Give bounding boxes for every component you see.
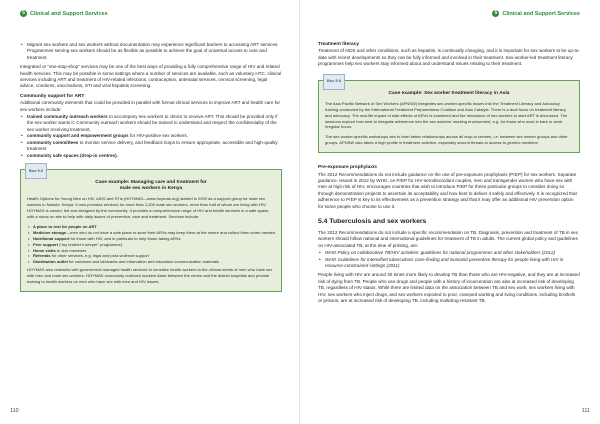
list-item: • community safe spaces (drop-in centres).: [20, 153, 282, 159]
box-services-list: [27, 224, 275, 265]
one-stop-shop-paragraph: Integrated or “one-stop-shop” services may be one of the best ways of providing a fully comprehensive range of HIV and related health services. This may be possible in some settings where a number of services are available, such as voluntary HTC, clinical services including ART and treatment of HIV-related infections, contraception, antenatal services, cervical screening, legal advice, condoms, vaccinations, STI and viral hepatitis screening.: [20, 64, 282, 89]
list-item: • trained community outreach workers to accompany sex workers to clinics to receive ART. This should be provided only if the sex worker wants it. Community outreach workers should be trained to understand and respect the confidentiality of the sex worker receiving treatment.: [20, 114, 282, 133]
list-item: • Nutritional support for those with HIV, and in particular to help those taking ARVs: [27, 236, 275, 242]
guidelines-list: [318, 250, 580, 269]
section-title: 5.4 Tuberculosis and sex workers: [318, 218, 427, 226]
left-page-content: [20, 42, 282, 298]
box-title: Case example: Managing care and treatment for male sex workers in Kenya: [95, 179, 207, 192]
list-item: • Home visits to sick members: [27, 248, 275, 254]
page-number: 110: [10, 408, 19, 414]
left-header-text: Clinical and Support Services: [30, 10, 108, 17]
box-paragraph: HOYMAS also networks with government-managed health services to sensitize health workers to the clinical needs of men who have sex with men and male sex workers. HOYMAS community outreach workers liaise between the centre and the district hospitals and provide training to health workers on men who have sex with men and HIV issues.: [27, 267, 273, 285]
box-5-8: [318, 80, 580, 154]
box-tab: Box 5.6: [25, 163, 47, 179]
right-page: [300, 0, 600, 424]
community-elements-paragraph: Additional community elements that could be provided in parallel with formal clinical services to improve ART and health care for sex workers include:: [20, 100, 281, 112]
prep-paragraph: The 2012 Recommendations do not include guidance on the use of pre-exposure prophylaxis (PrEP) for sex workers. Separate guidance, issued in 2012 by WHO, on PrEP for HIV-serodiscordant couples, men and transgender women who have sex with men at high risk of HIV, encourages countries that wish to introduce PrEP for these particular groups to consider doing so through demonstration projects to ascertain its acceptability and how best to deliver it safely and effectively. It is recognized that adherence to PrEP is key to its effectiveness as a prevention strategy and that it may offer an additional HIV prevention option for some people who choose to use it.: [318, 171, 577, 209]
box-tab: Box 5.8: [323, 74, 345, 90]
box-title: Case example: Sex worker treatment literacy in Asia: [388, 90, 510, 96]
box-paragraph: Health Options for Young Men on HIV, AIDS and STIs (HOYMAS—www.hoymas.org) started in 2009 as a support group for male sex workers in Nairobi, Kenya. It now provides services for more than 1,200 male sex workers, more than half of whom are living with HIV. HOYMAS is owned, led and designed by the community. It provides a comprehensive range of HIV and health services in a safe space, with a nurse on site to help with daily issues of prevention, care and treatment. Services include:: [27, 196, 270, 220]
right-page-header: [492, 10, 580, 17]
list-item: • community support and empowerment groups for HIV-positive sex workers.: [20, 133, 282, 139]
list-item: • Distribution outlet for condoms and lubricants and information and education communication materials: [27, 259, 275, 265]
right-header-text: Clinical and Support Services: [502, 10, 580, 17]
prep-heading: Pre-exposure prophylaxis: [318, 165, 377, 171]
community-elements-list: [20, 114, 282, 159]
community-support-heading: Community support for ART: [20, 93, 85, 99]
tb-risk-paragraph: People living with HIV are around 30 times more likely to develop TB than those who are HIV-negative, and they are at increased risk of dying from TB. People who use drugs and people with a history of incarceration are also at increased risk of developing TB, regardless of HIV status. While there are limited data on the association between TB and sex work, sex workers living with HIV, sex workers who inject drugs, and sex workers exposed to poor, cramped working and living conditions, including brothels or prisons, are at increased risk of developing TB, including multidrug-resistant TB.: [318, 272, 580, 304]
tb-paragraph: The 2012 Recommendations do not include a specific recommendation on TB. Diagnosis, prevention and treatment of TB in sex workers should follow national and international guidelines for treatment of TB in adults. The current global policy and guidelines on HIV-associated TB, at the time of printing, are:: [318, 230, 579, 248]
intro-list: [20, 42, 282, 61]
left-page-header: [20, 10, 108, 17]
list-item: • WHO Guidelines for intensified tuberculosis case-finding and isoniazid preventive therapy for people living with HIV in resource-constrained settings (2011): [318, 257, 580, 270]
page-number: 111: [581, 408, 590, 414]
section-marker-icon: 5: [20, 10, 27, 17]
section-marker-icon: 5: [492, 10, 499, 17]
box-paragraph: The Asia Pacific Network of Sex Workers (APNSW) integrates sex-worker-specific issues into the Treatment Literacy and Advocacy training conducted by the International Treatment Preparedness Coalition and Asia Catalyst. There is a dual focus on treatment literacy and advocacy. The real-life impact of side-effects of ARVs is examined and the reluctance of sex workers to start ART is discussed. The sessions explore how best to integrate adherence into the sex workers’ working environment, e.g. for those who work in bars or work irregular hours.: [325, 100, 568, 130]
treatment-literacy-heading: Treatment literacy: [318, 42, 360, 47]
treatment-literacy-paragraph: Treatment of AIDS and other conditions, such as hepatitis, is continually changing, and it is important for sex workers to be up-to-date with recent developments so they can be fully informed and involved in their treatment. Sex-worker-led treatment literacy programmes help sex workers stay informed about and understand issues relating to their treatment.: [318, 48, 580, 67]
list-item: • community committees to monitor service delivery, and feedback loops to ensure appropriate, accessible and high-quality treatment: [20, 140, 282, 153]
list-item: • Peer support (“my brother’s keeper” programme): [27, 242, 275, 248]
list-item: • WHO Policy on collaborative TB/HIV activities: guidelines for national programmes and other stakeholders (2012): [318, 250, 580, 256]
list-item: • A place to rest for people on ART: [27, 224, 275, 230]
box-5-6: [20, 169, 282, 292]
list-item: • Medicine storage—men who do not have a safe place to store their ARVs may keep them at the centre and collect them when needed: [27, 230, 275, 236]
intro-bullet: • Migrant sex workers and sex workers without documentation may experience significant barriers to accessing ART services. Programmes serving sex workers should be as flexible as possible to achieve the goal of universal access to care and treatment.: [20, 42, 282, 61]
box-paragraph: The sex-worker-specific workshops aim to form better relationships across all drop-in centres, i.e. between sex worker groups and other groups. APNSW also takes a high profile in treatment activism, especially around threats to access to generic medicine.: [325, 134, 568, 146]
right-page-content: [318, 42, 580, 308]
list-item: • Referrals for other services, e.g. legal and post-violence support: [27, 253, 275, 259]
